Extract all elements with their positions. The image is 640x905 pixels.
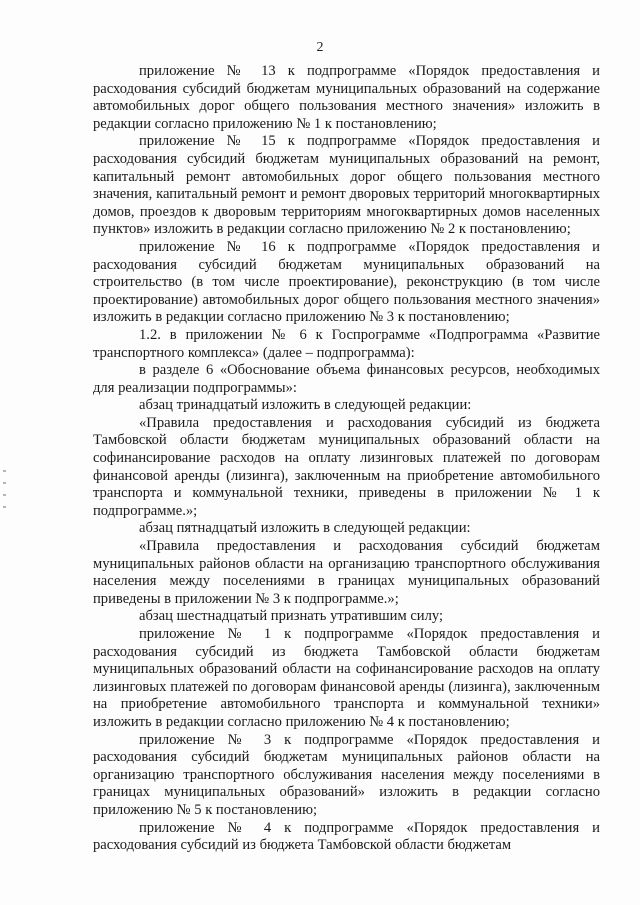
paragraph-section-6: в разделе 6 «Обоснование объема финансовых ресурсов, необходимых для реализации подпрограммы»: bbox=[93, 362, 600, 396]
page-number: 2 bbox=[316, 40, 324, 55]
paragraph-abzac-13-intro: абзац тринадцатый изложить в следующей редакции: bbox=[139, 397, 472, 414]
paragraph-appendix-16: приложение № 16 к подпрограмме «Порядок предоставления и расходования субсидий бюджетам муниципальных образований на строительство (в том числе проектирование), реконструкцию (в том числе проектирование) автомобильных дорог общего пользования местного значения» изложить в редакции согласно приложению № 3 к постановлению; bbox=[93, 238, 600, 326]
paragraph-appendix-3: приложение № 3 к подпрограмме «Порядок предоставления и расходования субсидий бюджетам муниципальных районов области на организацию транспортного обслуживания населения между поселениями в границах муниципальных образований» изложить в редакции согласно приложению № 5 к постановлению; bbox=[93, 731, 600, 818]
paragraph-appendix-15: приложение № 15 к подпрограмме «Порядок предоставления и расходования субсидий бюджетам муниципальных образований на ремонт, капитальный ремонт автомобильных дорог общего пользования местного значения, капитальный ремонт и ремонт дворовых территорий многоквартирных домов, проездов к дворовым территориям многоквартирных домов населенных пунктов» изложить в редакции согласно приложению № 2 к постановлению; bbox=[93, 133, 600, 238]
paragraph-appendix-13: приложение № 13 к подпрограмме «Порядок предоставления и расходования субсидий бюджетам муниципальных образований на содержание автомобильных дорог общего пользования местного значения» изложить в редакции согласно приложению № 1 к постановлению; bbox=[93, 63, 600, 132]
binding-mark bbox=[3, 470, 6, 472]
binding-mark bbox=[3, 506, 6, 508]
paragraph-appendix-1: приложение № 1 к подпрограмме «Порядок предоставления и расходования субсидий из бюджета Тамбовской области бюджетам муниципальных образований области на софинансирование расходов на оплату лизинговых платежей по договорам финансовой аренды (лизинга), заключенным на приобретение автомобильного транспорта и коммунальной техники» изложить в редакции согласно приложению № 4 к постановлению; bbox=[93, 626, 600, 730]
document-body bbox=[93, 63, 600, 855]
paragraph-abzac-16-void: абзац шестнадцатый признать утратившим силу; bbox=[139, 608, 444, 625]
binding-mark bbox=[3, 482, 6, 484]
paragraph-abzac-13-text: «Правила предоставления и расходования субсидий из бюджета Тамбовской области бюджетам муниципальных образований области на софинансирование расходов на оплату лизинговых платежей по договорам финансовой аренды (лизинга), заключенным на приобретение автомобильного транспорта и коммунальной техники, приведены в приложении № 1 к подпрограмме.»; bbox=[93, 414, 600, 519]
paragraph-abzac-15-text: «Правила предоставления и расходования субсидий бюджетам муниципальных районов области на организацию транспортного обслуживания населения между поселениями в границах муниципальных образований приведены в приложении № 3 к подпрограмме.»; bbox=[93, 538, 600, 607]
paragraph-appendix-4: приложение № 4 к подпрограмме «Порядок предоставления и расходования субсидий из бюджета Тамбовской области бюджетам bbox=[93, 819, 600, 854]
binding-mark bbox=[3, 494, 6, 496]
paragraph-abzac-15-intro: абзац пятнадцатый изложить в следующей редакции: bbox=[139, 520, 471, 537]
scan-binding-marks bbox=[3, 470, 9, 530]
paragraph-item-1-2: 1.2. в приложении № 6 к Госпрограмме «Подпрограмма «Развитие транспортного комплекса» (далее – подпрограмма): bbox=[93, 326, 600, 361]
